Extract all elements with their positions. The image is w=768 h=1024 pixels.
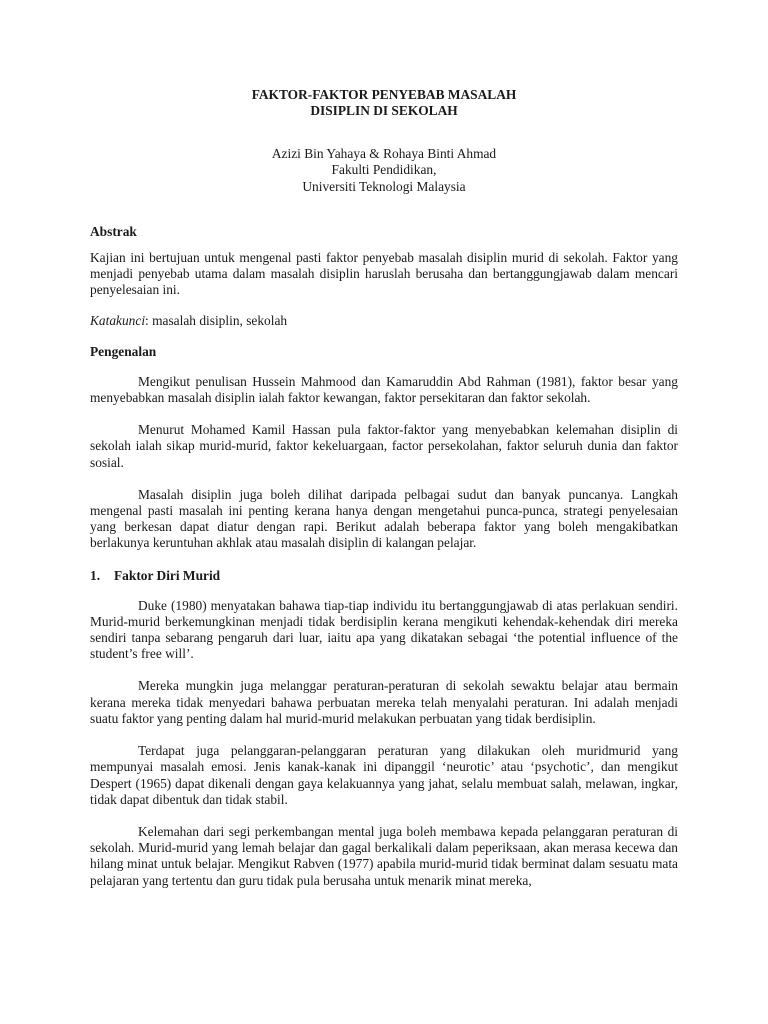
author-block (90, 146, 678, 195)
author-names: Azizi Bin Yahaya & Rohaya Binti Ahmad (271, 145, 497, 161)
section-1-heading (90, 568, 678, 584)
section-1-paragraph-4: Kelemahan dari segi perkembangan mental juga boleh membawa kepada pelanggaran peraturan di sekolah. Murid-murid yang lemah belajar dan gagal berkalikali dalam peperiksaan, akan merasa kecewa dan hilang minat untuk belajar. Mengikut Rabven (1977) apabila murid-murid tidak berminat dalam sesuatu mata pelajaran yang tertentu dan guru tidak pula berusaha untuk menarik minat mereka, (90, 823, 678, 888)
document-title (90, 87, 678, 120)
keywords-value: : masalah disiplin, sekolah (145, 312, 288, 328)
author-university: Universiti Teknologi Malaysia (302, 178, 466, 194)
pengenalan-paragraph-1: Mengikut penulisan Hussein Mahmood dan Kamaruddin Abd Rahman (1981), faktor besar yang menyebabkan masalah disiplin ialah faktor kewangan, faktor persekitaran dan faktor sekolah. (90, 373, 678, 406)
pengenalan-paragraph-2: Menurut Mohamed Kamil Hassan pula faktor-faktor yang menyebabkan kelemahan disiplin di sekolah ialah sikap murid-murid, faktor kekeluargaan, factor persekolahan, faktor seluruh dunia dan faktor sosial. (90, 422, 678, 470)
abstract-heading: Abstrak (90, 224, 137, 240)
keywords-label: Katakunci (90, 312, 146, 328)
section-1-paragraph-3: Terdapat juga pelanggaran-pelanggaran peraturan yang dilakukan oleh muridmurid yang mempunyai masalah emosi. Jenis kanak-kanak ini dipanggil ‘neurotic’ atau ‘psychotic’, dan mengikut Despert (1965) dapat dikenali dengan gaya kelakuannya yang jahat, selalu membuat salah, melawan, ingkar, tidak dapat dibentuk dan tidak stabil. (90, 743, 678, 807)
author-faculty: Fakulti Pendidikan, (331, 162, 437, 178)
title-line-1: FAKTOR-FAKTOR PENYEBAB MASALAH (251, 87, 517, 102)
title-line-2: DISIPLIN DI SEKOLAH (310, 103, 458, 119)
pengenalan-paragraph-3: Masalah disiplin juga boleh dilihat daripada pelbagai sudut dan banyak puncanya. Langkah mengenal pasti masalah ini penting kerana hanya dengan mengetahui punca-punca, strategi penyelesaian yang berkesan dapat diatur dengan rapi. Berikut adalah beberapa faktor yang boleh mengakibatkan berlakunya keruntuhan akhlak atau masalah disiplin di kalangan pelajar. (90, 486, 678, 551)
abstract-text: Kajian ini bertujuan untuk mengenal pasti faktor penyebab masalah disiplin murid di sekolah. Faktor yang menjadi penyebab utama dalam masalah disiplin haruslah berusaha dan bertanggungjawab dalam mencari penyelesaian ini. (90, 250, 678, 298)
document-body (90, 87, 678, 889)
section-1-number: 1. (90, 567, 101, 583)
section-1-paragraph-2: Mereka mungkin juga melanggar peraturan-peraturan di sekolah sewaktu belajar atau bermain kerana mereka tidak menyedari bahawa perbuatan mereka telah menyalahi peraturan. Ini adalah menjadi suatu faktor yang penting dalam hal murid-murid melakukan perbuatan yang tidak berdisiplin. (90, 678, 678, 726)
pengenalan-heading: Pengenalan (90, 343, 157, 359)
section-1-title: Faktor Diri Murid (114, 567, 221, 583)
section-1-paragraph-1: Duke (1980) menyatakan bahawa tiap-tiap individu itu bertanggungjawab di atas perlakuan sendiri. Murid-murid berkemungkinan menjadi tidak berdisiplin kerana mengikuti kehendak-kehendak diri mereka sendiri tanpa sebarang pengaruh dari luar, iaitu apa yang dikatakan sebagai ‘the potential influence of the student’s free will’. (90, 597, 678, 662)
keywords-line (90, 313, 678, 329)
